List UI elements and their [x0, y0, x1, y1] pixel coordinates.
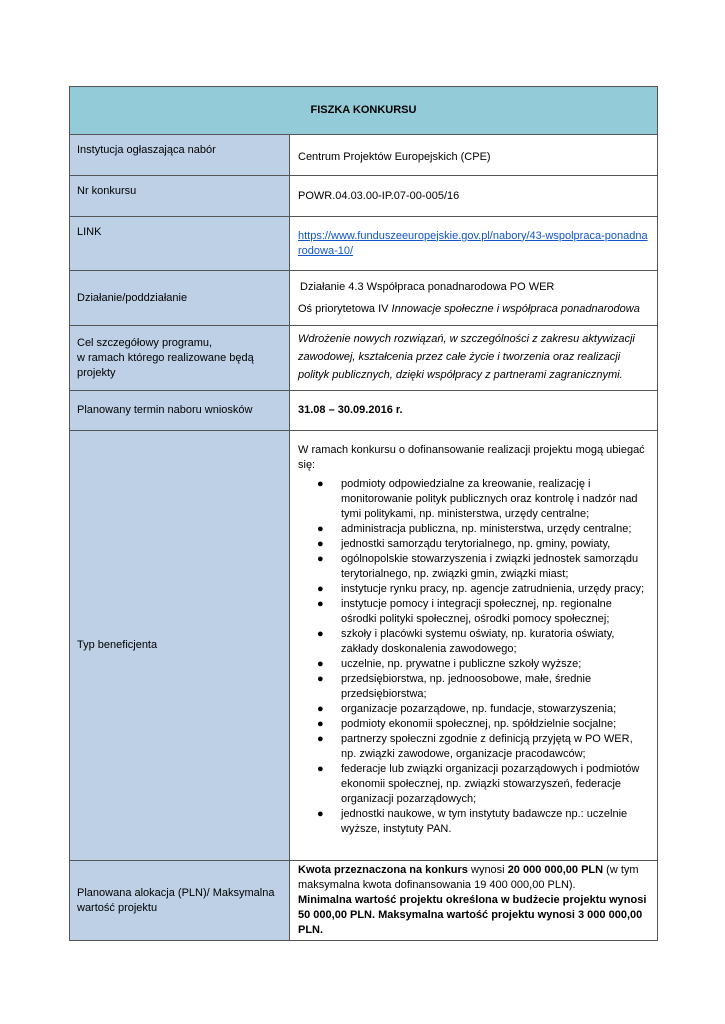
header-row [70, 87, 658, 135]
bullet-icon: ● [317, 628, 324, 640]
row-typ-beneficjenta [70, 431, 658, 861]
list-item-text: szkoły i placówki systemu oświaty, np. kuratoria oświaty, zakłady doskonalenia zawodowego; [341, 628, 615, 655]
list-item-text: instytucje rynku pracy, np. agencje zatrudnienia, urzędy pracy; [341, 583, 645, 595]
row-cel [70, 326, 658, 391]
bullet-icon: ● [317, 763, 324, 775]
bullet-icon: ● [317, 658, 324, 670]
list-item [317, 702, 649, 717]
instytucja-label: Instytucja ogłaszająca nabór [70, 135, 290, 176]
kwota-label: Kwota przeznaczona na konkurs [298, 864, 468, 876]
dzialanie-value [290, 271, 658, 326]
competition-sheet-table [69, 86, 658, 941]
bullet-icon: ● [317, 478, 324, 490]
cel-label-line1: Cel szczegółowy programu, [77, 336, 213, 349]
row-nr-konkursu [70, 176, 658, 217]
list-item-text: podmioty ekonomii społecznej, np. spółdzielnie socjalne; [341, 718, 617, 730]
alokacja-value [290, 861, 658, 941]
list-item [317, 537, 649, 552]
dzialanie-line2 [298, 302, 649, 317]
bullet-icon: ● [317, 598, 324, 610]
typ-value [290, 431, 658, 861]
row-link [70, 217, 658, 271]
row-instytucja [70, 135, 658, 176]
list-item [317, 477, 649, 522]
list-item [317, 807, 649, 837]
list-item-text: ogólnopolskie stowarzyszenia i związki jednostek samorządu terytorialnego, np. związki gmin, związki miast; [341, 553, 639, 580]
list-item [317, 762, 649, 807]
nr-konkursu-value: POWR.04.03.00-IP.07-00-005/16 [290, 176, 658, 217]
termin-value: 31.08 – 30.09.2016 r. [290, 391, 658, 431]
os-prefix: Oś priorytetowa IV [298, 302, 392, 315]
alokacja-para2: Minimalna wartość projektu określona w budżecie projektu wynosi 50 000,00 PLN. Maksymalna wartość projektu wynosi 3 000 000,00 PLN. [298, 894, 647, 936]
kwota-connector: wynosi [467, 864, 508, 876]
list-item-text: partnerzy społeczni zgodnie z definicją przyjętą w PO WER, np. związki zawodowe, organizacje pracodawców; [341, 733, 633, 760]
beneficiary-list [298, 477, 649, 837]
instytucja-value: Centrum Projektów Europejskich (CPE) [290, 135, 658, 176]
kwota-amount: 20 000 000,00 PLN [507, 864, 604, 876]
dzialanie-line1: Działanie 4.3 Współpraca ponadnarodowa PO WER [300, 280, 555, 293]
bullet-icon: ● [317, 733, 324, 745]
nr-konkursu-label: Nr konkursu [70, 176, 290, 217]
list-item [317, 582, 649, 597]
typ-label: Typ beneficjenta [70, 431, 290, 861]
list-item [317, 657, 649, 672]
list-item [317, 522, 649, 537]
bullet-icon: ● [317, 583, 324, 595]
list-item-text: uczelnie, np. prywatne i publiczne szkoły wyższe; [341, 658, 582, 670]
list-item [317, 672, 649, 702]
row-dzialanie [70, 271, 658, 326]
cel-label-line2: w ramach którego realizowane będą projekty [77, 351, 254, 379]
kwota-detail: (w tym maksymalna kwota dofinansowania 19 400 000,00 PLN). [298, 864, 639, 891]
bullet-icon: ● [317, 538, 324, 550]
link-label: LINK [70, 217, 290, 271]
typ-intro: W ramach konkursu o dofinansowanie realizacji projektu mogą ubiegać się: [298, 444, 645, 471]
row-alokacja [70, 861, 658, 941]
list-item-text: jednostki samorządu terytorialnego, np. gminy, powiaty, [341, 538, 611, 550]
dzialanie-label: Działanie/poddziałanie [70, 271, 290, 326]
cel-value: Wdrożenie nowych rozwiązań, w szczególności z zakresu aktywizacji zawodowej, kształcenia przez całe życie i tworzenia oraz realizacji polityk publicznych, dzięki współpracy z partnerami zagranicznymi. [290, 326, 658, 391]
sheet-title: FISZKA KONKURSU [70, 87, 658, 135]
list-item [317, 597, 649, 627]
list-item-text: organizacje pozarządowe, np. fundacje, stowarzyszenia; [341, 703, 617, 715]
bullet-icon: ● [317, 718, 324, 730]
list-item [317, 627, 649, 657]
list-item-text: podmioty odpowiedzialne za kreowanie, realizację i monitorowanie polityk publicznych oraz kontrolę i nadzór nad tymi politykami, np. ministerstwa, urzędy centralne; [341, 478, 638, 520]
bullet-icon: ● [317, 553, 324, 565]
termin-label: Planowany termin naboru wniosków [70, 391, 290, 431]
bullet-icon: ● [317, 808, 324, 820]
list-item-text: instytucje pomocy i integracji społecznej, np. regionalne ośrodki polityki społecznej, ośrodki pomocy społecznej; [341, 598, 612, 625]
os-name: Innowacje społeczne i współpraca ponadnarodowa [391, 302, 640, 315]
list-item-text: federacje lub związki organizacji pozarządowych i podmiotów ekonomii społecznej, np. związki stowarzyszeń, federacje organizacji pozarządowych; [341, 763, 640, 805]
link-cell [290, 217, 658, 271]
list-item-text: przedsiębiorstwa, np. jednoosobowe, małe, średnie przedsiębiorstwa; [341, 673, 592, 700]
bullet-icon: ● [317, 703, 324, 715]
row-termin [70, 391, 658, 431]
list-item [317, 717, 649, 732]
bullet-icon: ● [317, 523, 324, 535]
list-item-text: jednostki naukowe, w tym instytuty badawcze np.: uczelnie wyższe, instytuty PAN. [341, 808, 628, 835]
alokacja-para1 [298, 863, 649, 893]
bullet-icon: ● [317, 673, 324, 685]
list-item-text: administracja publiczna, np. ministerstwa, urzędy centralne; [341, 523, 632, 535]
list-item [317, 732, 649, 762]
cel-label [70, 326, 290, 391]
list-item [317, 552, 649, 582]
nabory-link[interactable]: https://www.funduszeeuropejskie.gov.pl/nabory/43-wspolpraca-ponadnarodowa-10/ [298, 229, 648, 257]
alokacja-label: Planowana alokacja (PLN)/ Maksymalna wartość projektu [70, 861, 290, 941]
